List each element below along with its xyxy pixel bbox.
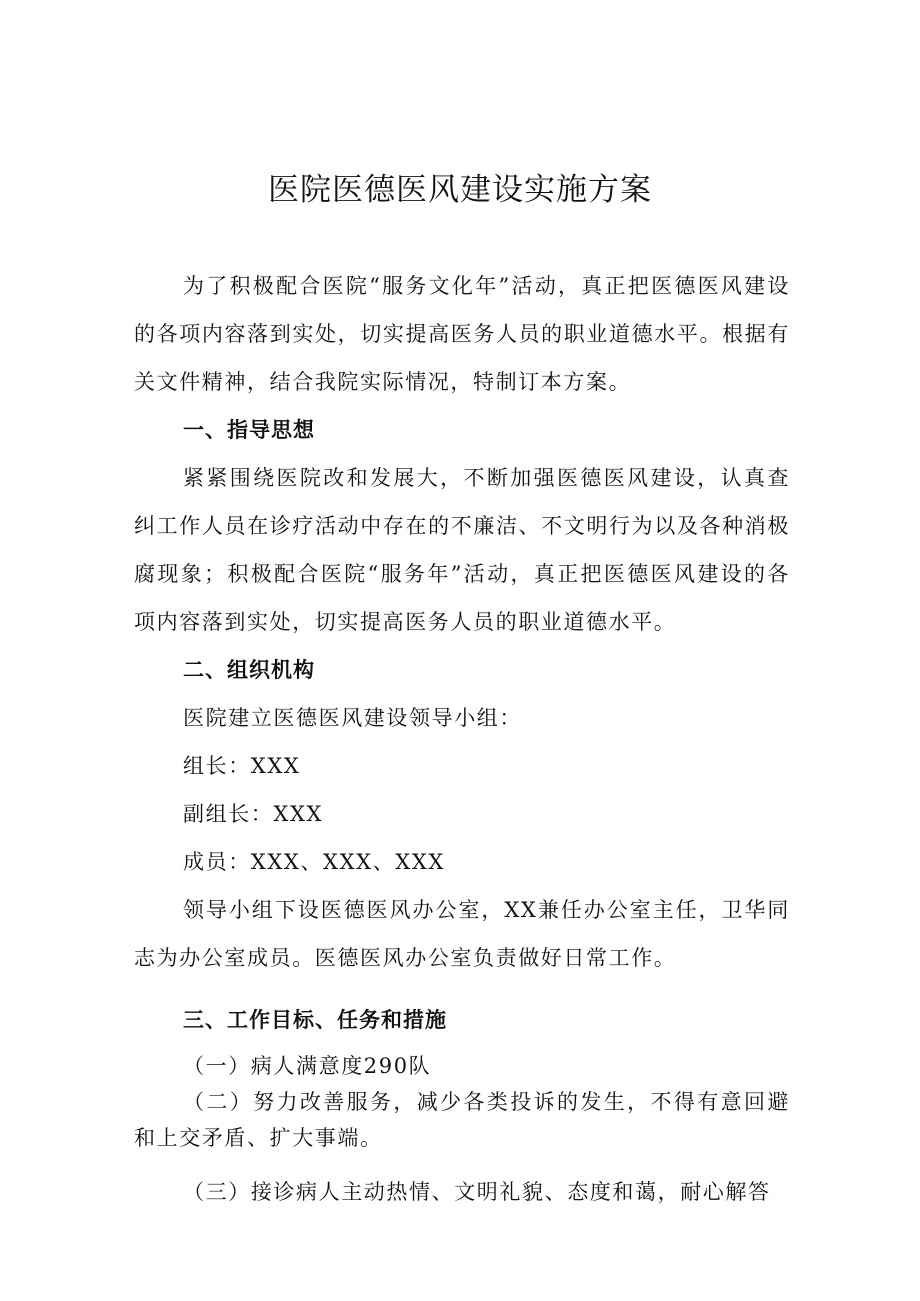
goal-item-1: （一）病人满意度290队 [183,1054,432,1078]
intro-paragraph: 为了积极配合医院“服务文化年”活动，真正把医德医风建设的各项内容落到实处，切实提高医务人员的职业道德水平。根据有关文件精神，结合我院实际情况，特制订本方案。 [134,274,790,394]
section-heading-guiding-ideology: 一、指导思想 [183,418,315,442]
group-leader-line: 组长：XXX [183,754,301,778]
section-heading-organization: 二、组织机构 [183,658,315,682]
members-line: 成员：XXX、XXX、XXX [183,850,445,874]
section-heading-goals: 三、工作目标、任务和措施 [183,1008,447,1032]
document-title: 医院医德医风建设实施方案 [268,172,652,208]
document-body [134,262,790,1216]
organization-intro: 医院建立医德医风建设领导小组： [183,706,522,730]
office-paragraph: 领导小组下设医德医风办公室，XX兼任办公室主任，卫华同志为办公室成员。医德医风办公室负责做好日常工作。 [134,898,790,970]
deputy-leader-line: 副组长：XXX [183,802,324,826]
goal-item-2: （二）努力改善服务，减少各类投诉的发生，不得有意回避和上交矛盾、扩大事端。 [134,1090,790,1150]
goal-item-3: （三）接诊病人主动热情、文明礼貌、态度和蔼，耐心解答 [183,1180,771,1204]
guiding-ideology-paragraph: 紧紧围绕医院改和发展大，不断加强医德医风建设，认真查纠工作人员在诊疗活动中存在的不廉洁、不文明行为以及各种消极腐现象；积极配合医院“服务年”活动，真正把医德医风建设的各项内容落到实处，切实提高医务人员的职业道德水平。 [134,466,790,634]
